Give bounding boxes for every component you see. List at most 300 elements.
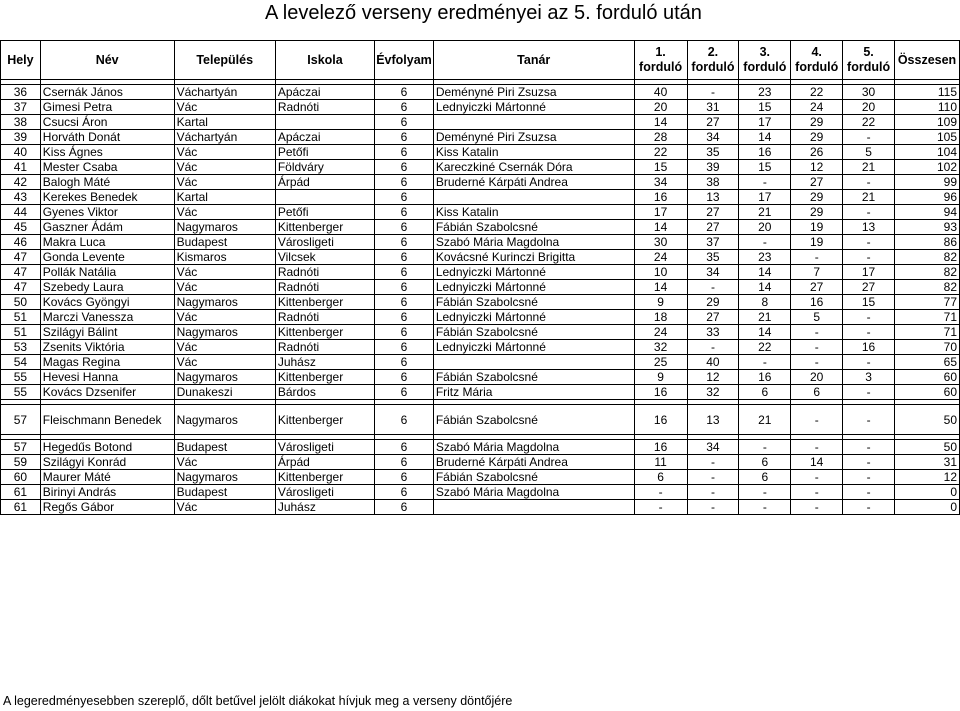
cell-round-2: 27	[687, 310, 739, 325]
cell-teacher: Lednyiczki Mártonné	[433, 340, 634, 355]
cell-town: Budapest	[174, 440, 275, 455]
cell-round-5: 30	[843, 85, 895, 100]
cell-rank: 54	[1, 355, 41, 370]
cell-grade: 6	[375, 355, 434, 370]
cell-town: Nagymaros	[174, 405, 275, 435]
cell-round-3: -	[739, 235, 791, 250]
cell-total: 77	[895, 295, 960, 310]
cell-total: 70	[895, 340, 960, 355]
cell-school: Bárdos	[275, 385, 374, 400]
cell-total: 86	[895, 235, 960, 250]
cell-round-5: 20	[843, 100, 895, 115]
cell-town: Váchartyán	[174, 85, 275, 100]
table-row	[1, 355, 960, 370]
cell-round-5: -	[843, 205, 895, 220]
cell-grade: 6	[375, 340, 434, 355]
header-round-3: 3. forduló	[739, 41, 791, 80]
cell-teacher: Lednyiczki Mártonné	[433, 280, 634, 295]
cell-town: Nagymaros	[174, 470, 275, 485]
cell-teacher	[433, 355, 634, 370]
cell-round-5: -	[843, 385, 895, 400]
cell-total: 104	[895, 145, 960, 160]
results-body	[1, 80, 960, 515]
cell-round-3: 21	[739, 205, 791, 220]
cell-name: Kovács Gyöngyi	[40, 295, 174, 310]
cell-town: Budapest	[174, 235, 275, 250]
cell-grade: 6	[375, 130, 434, 145]
cell-round-4: -	[791, 340, 843, 355]
cell-round-4: -	[791, 250, 843, 265]
cell-name: Gyenes Viktor	[40, 205, 174, 220]
cell-round-2: -	[687, 455, 739, 470]
cell-teacher: Fritz Mária	[433, 385, 634, 400]
cell-town: Vác	[174, 145, 275, 160]
table-row	[1, 280, 960, 295]
cell-round-4: 22	[791, 85, 843, 100]
cell-teacher: Fábián Szabolcsné	[433, 470, 634, 485]
table-row	[1, 100, 960, 115]
cell-total: 31	[895, 455, 960, 470]
cell-teacher	[433, 500, 634, 515]
cell-name: Szebedy Laura	[40, 280, 174, 295]
header-round-4: 4. forduló	[791, 41, 843, 80]
cell-round-5: -	[843, 130, 895, 145]
cell-round-2: 35	[687, 250, 739, 265]
table-row	[1, 235, 960, 250]
cell-round-3: 22	[739, 340, 791, 355]
cell-round-5: -	[843, 175, 895, 190]
header-total: Összesen	[895, 41, 960, 80]
cell-round-5: -	[843, 250, 895, 265]
cell-round-3: 16	[739, 145, 791, 160]
cell-name: Regős Gábor	[40, 500, 174, 515]
table-row	[1, 405, 960, 435]
cell-round-5: -	[843, 500, 895, 515]
cell-round-5: -	[843, 355, 895, 370]
cell-school: Városligeti	[275, 485, 374, 500]
cell-round-1: 9	[634, 295, 687, 310]
cell-total: 71	[895, 310, 960, 325]
cell-rank: 57	[1, 440, 41, 455]
cell-round-3: 14	[739, 130, 791, 145]
cell-grade: 6	[375, 160, 434, 175]
cell-name: Zsenits Viktória	[40, 340, 174, 355]
cell-round-1: 16	[634, 405, 687, 435]
cell-round-1: 20	[634, 100, 687, 115]
cell-school: Kittenberger	[275, 325, 374, 340]
cell-total: 0	[895, 485, 960, 500]
cell-round-4: -	[791, 500, 843, 515]
cell-school: Radnóti	[275, 100, 374, 115]
cell-round-4: 24	[791, 100, 843, 115]
cell-teacher: Kareczkiné Csernák Dóra	[433, 160, 634, 175]
cell-town: Dunakeszi	[174, 385, 275, 400]
cell-town: Váchartyán	[174, 130, 275, 145]
cell-name: Makra Luca	[40, 235, 174, 250]
cell-grade: 6	[375, 295, 434, 310]
cell-teacher: Kiss Katalin	[433, 145, 634, 160]
cell-round-2: 29	[687, 295, 739, 310]
cell-rank: 42	[1, 175, 41, 190]
cell-school: Kittenberger	[275, 220, 374, 235]
cell-grade: 6	[375, 100, 434, 115]
cell-round-1: 25	[634, 355, 687, 370]
cell-rank: 60	[1, 470, 41, 485]
cell-round-4: -	[791, 405, 843, 435]
cell-grade: 6	[375, 310, 434, 325]
cell-round-3: -	[739, 355, 791, 370]
cell-total: 105	[895, 130, 960, 145]
cell-rank: 57	[1, 405, 41, 435]
cell-round-1: 17	[634, 205, 687, 220]
cell-round-1: -	[634, 485, 687, 500]
table-row	[1, 85, 960, 100]
cell-rank: 47	[1, 280, 41, 295]
cell-round-4: 27	[791, 175, 843, 190]
cell-town: Nagymaros	[174, 220, 275, 235]
cell-round-1: 32	[634, 340, 687, 355]
cell-total: 82	[895, 280, 960, 295]
cell-total: 96	[895, 190, 960, 205]
cell-rank: 55	[1, 385, 41, 400]
cell-town: Vác	[174, 280, 275, 295]
cell-town: Vác	[174, 340, 275, 355]
cell-round-2: 13	[687, 405, 739, 435]
cell-round-2: 12	[687, 370, 739, 385]
cell-grade: 6	[375, 485, 434, 500]
cell-round-3: 21	[739, 310, 791, 325]
cell-round-3: 8	[739, 295, 791, 310]
cell-town: Vác	[174, 265, 275, 280]
cell-rank: 36	[1, 85, 41, 100]
cell-grade: 6	[375, 220, 434, 235]
cell-teacher: Lednyiczki Mártonné	[433, 265, 634, 280]
cell-round-2: 34	[687, 440, 739, 455]
cell-round-2: -	[687, 340, 739, 355]
cell-school: Földváry	[275, 160, 374, 175]
cell-round-2: 34	[687, 130, 739, 145]
cell-rank: 41	[1, 160, 41, 175]
cell-rank: 44	[1, 205, 41, 220]
cell-round-2: 33	[687, 325, 739, 340]
table-row	[1, 325, 960, 340]
cell-total: 94	[895, 205, 960, 220]
cell-round-1: 11	[634, 455, 687, 470]
cell-rank: 43	[1, 190, 41, 205]
cell-total: 93	[895, 220, 960, 235]
cell-teacher: Deményné Piri Zsuzsa	[433, 130, 634, 145]
cell-round-1: 10	[634, 265, 687, 280]
cell-round-4: 29	[791, 190, 843, 205]
cell-round-5: 13	[843, 220, 895, 235]
cell-round-2: 13	[687, 190, 739, 205]
table-row	[1, 385, 960, 400]
cell-town: Vác	[174, 175, 275, 190]
cell-teacher: Szabó Mária Magdolna	[433, 235, 634, 250]
cell-round-1: 18	[634, 310, 687, 325]
cell-town: Vác	[174, 310, 275, 325]
cell-school: Petőfi	[275, 145, 374, 160]
cell-rank: 59	[1, 455, 41, 470]
table-row	[1, 145, 960, 160]
cell-total: 0	[895, 500, 960, 515]
cell-school: Árpád	[275, 455, 374, 470]
cell-grade: 6	[375, 250, 434, 265]
cell-name: Csucsi Áron	[40, 115, 174, 130]
cell-town: Kismaros	[174, 250, 275, 265]
cell-town: Nagymaros	[174, 295, 275, 310]
cell-round-1: 14	[634, 280, 687, 295]
cell-round-2: -	[687, 500, 739, 515]
cell-round-1: 16	[634, 385, 687, 400]
cell-name: Hegedűs Botond	[40, 440, 174, 455]
header-round-1: 1. forduló	[634, 41, 687, 80]
cell-round-4: 5	[791, 310, 843, 325]
cell-round-3: 6	[739, 385, 791, 400]
cell-round-2: -	[687, 85, 739, 100]
cell-round-3: 14	[739, 325, 791, 340]
cell-teacher: Deményné Piri Zsuzsa	[433, 85, 634, 100]
cell-round-2: -	[687, 485, 739, 500]
cell-rank: 45	[1, 220, 41, 235]
cell-round-5: 21	[843, 190, 895, 205]
cell-round-5: 22	[843, 115, 895, 130]
cell-teacher: Szabó Mária Magdolna	[433, 440, 634, 455]
cell-round-2: 31	[687, 100, 739, 115]
cell-name: Kiss Ágnes	[40, 145, 174, 160]
cell-name: Horváth Donát	[40, 130, 174, 145]
header-teacher: Tanár	[433, 41, 634, 80]
cell-round-5: 16	[843, 340, 895, 355]
cell-school	[275, 115, 374, 130]
cell-total: 110	[895, 100, 960, 115]
cell-round-4: 29	[791, 205, 843, 220]
cell-round-3: 16	[739, 370, 791, 385]
cell-round-5: -	[843, 440, 895, 455]
table-row	[1, 440, 960, 455]
cell-round-2: -	[687, 280, 739, 295]
cell-town: Vác	[174, 455, 275, 470]
cell-round-5: -	[843, 485, 895, 500]
cell-grade: 6	[375, 115, 434, 130]
header-town: Település	[174, 41, 275, 80]
cell-grade: 6	[375, 370, 434, 385]
cell-total: 65	[895, 355, 960, 370]
cell-grade: 6	[375, 145, 434, 160]
cell-teacher: Kovácsné Kurinczi Brigitta	[433, 250, 634, 265]
cell-round-1: -	[634, 500, 687, 515]
cell-round-4: -	[791, 355, 843, 370]
cell-total: 50	[895, 405, 960, 435]
cell-round-4: 7	[791, 265, 843, 280]
cell-town: Nagymaros	[174, 325, 275, 340]
cell-round-1: 9	[634, 370, 687, 385]
cell-round-1: 22	[634, 145, 687, 160]
table-row	[1, 265, 960, 280]
cell-name: Gimesi Petra	[40, 100, 174, 115]
table-row	[1, 455, 960, 470]
cell-round-2: -	[687, 470, 739, 485]
cell-round-1: 24	[634, 250, 687, 265]
header-rank: Hely	[1, 41, 41, 80]
cell-total: 71	[895, 325, 960, 340]
cell-town: Vác	[174, 500, 275, 515]
cell-round-1: 24	[634, 325, 687, 340]
cell-school: Városligeti	[275, 440, 374, 455]
cell-grade: 6	[375, 455, 434, 470]
cell-round-3: 23	[739, 85, 791, 100]
table-row	[1, 175, 960, 190]
cell-round-5: 17	[843, 265, 895, 280]
cell-teacher: Fábián Szabolcsné	[433, 405, 634, 435]
cell-name: Gaszner Ádám	[40, 220, 174, 235]
cell-name: Kovács Dzsenifer	[40, 385, 174, 400]
cell-round-1: 16	[634, 190, 687, 205]
cell-round-4: 6	[791, 385, 843, 400]
cell-round-4: 14	[791, 455, 843, 470]
cell-teacher: Fábián Szabolcsné	[433, 325, 634, 340]
cell-school: Apáczai	[275, 85, 374, 100]
cell-round-3: 15	[739, 100, 791, 115]
cell-teacher: Fábián Szabolcsné	[433, 370, 634, 385]
cell-round-4: -	[791, 485, 843, 500]
cell-round-3: -	[739, 440, 791, 455]
cell-rank: 53	[1, 340, 41, 355]
cell-school: Radnóti	[275, 280, 374, 295]
header-round-2: 2. forduló	[687, 41, 739, 80]
cell-teacher: Kiss Katalin	[433, 205, 634, 220]
cell-teacher: Bruderné Kárpáti Andrea	[433, 175, 634, 190]
cell-name: Maurer Máté	[40, 470, 174, 485]
cell-town: Kartal	[174, 115, 275, 130]
cell-town: Nagymaros	[174, 370, 275, 385]
table-row	[1, 130, 960, 145]
cell-name: Marczi Vanessza	[40, 310, 174, 325]
cell-round-4: 27	[791, 280, 843, 295]
header-row	[1, 41, 960, 80]
cell-round-4: -	[791, 440, 843, 455]
cell-round-5: 15	[843, 295, 895, 310]
cell-round-3: 6	[739, 455, 791, 470]
cell-round-5: -	[843, 310, 895, 325]
cell-round-4: 19	[791, 235, 843, 250]
cell-grade: 6	[375, 405, 434, 435]
cell-teacher: Lednyiczki Mártonné	[433, 310, 634, 325]
cell-round-1: 14	[634, 115, 687, 130]
cell-grade: 6	[375, 265, 434, 280]
cell-round-2: 27	[687, 115, 739, 130]
cell-school	[275, 190, 374, 205]
cell-round-3: 15	[739, 160, 791, 175]
cell-teacher: Fábián Szabolcsné	[433, 220, 634, 235]
cell-round-2: 39	[687, 160, 739, 175]
cell-name: Szilágyi Konrád	[40, 455, 174, 470]
cell-round-2: 35	[687, 145, 739, 160]
cell-school: Kittenberger	[275, 405, 374, 435]
cell-school: Árpád	[275, 175, 374, 190]
cell-round-4: 12	[791, 160, 843, 175]
cell-town: Kartal	[174, 190, 275, 205]
cell-rank: 51	[1, 325, 41, 340]
table-row	[1, 205, 960, 220]
cell-round-3: 14	[739, 280, 791, 295]
cell-school: Kittenberger	[275, 295, 374, 310]
cell-town: Vác	[174, 205, 275, 220]
cell-grade: 6	[375, 470, 434, 485]
cell-round-2: 32	[687, 385, 739, 400]
cell-round-4: 26	[791, 145, 843, 160]
cell-round-1: 40	[634, 85, 687, 100]
cell-rank: 39	[1, 130, 41, 145]
cell-grade: 6	[375, 175, 434, 190]
cell-round-4: 29	[791, 115, 843, 130]
cell-round-5: 3	[843, 370, 895, 385]
cell-name: Birinyi András	[40, 485, 174, 500]
header-round-5: 5. forduló	[843, 41, 895, 80]
table-row	[1, 370, 960, 385]
cell-grade: 6	[375, 280, 434, 295]
cell-rank: 47	[1, 265, 41, 280]
cell-rank: 50	[1, 295, 41, 310]
cell-total: 109	[895, 115, 960, 130]
cell-town: Budapest	[174, 485, 275, 500]
cell-round-3: 17	[739, 190, 791, 205]
cell-round-2: 34	[687, 265, 739, 280]
cell-round-3: 23	[739, 250, 791, 265]
cell-round-5: 5	[843, 145, 895, 160]
cell-rank: 61	[1, 485, 41, 500]
cell-town: Vác	[174, 100, 275, 115]
cell-grade: 6	[375, 190, 434, 205]
footer-note: A legeredményesebben szereplő, dőlt betűvel jelölt diákokat hívjuk meg a verseny döntőjére	[3, 694, 513, 708]
cell-round-5: -	[843, 470, 895, 485]
cell-round-1: 30	[634, 235, 687, 250]
cell-round-3: -	[739, 175, 791, 190]
cell-rank: 55	[1, 370, 41, 385]
cell-total: 60	[895, 385, 960, 400]
cell-round-5: -	[843, 235, 895, 250]
cell-total: 82	[895, 250, 960, 265]
cell-total: 115	[895, 85, 960, 100]
cell-rank: 38	[1, 115, 41, 130]
cell-rank: 51	[1, 310, 41, 325]
cell-round-2: 27	[687, 205, 739, 220]
cell-round-5: -	[843, 455, 895, 470]
cell-rank: 46	[1, 235, 41, 250]
cell-teacher: Fábián Szabolcsné	[433, 295, 634, 310]
cell-rank: 61	[1, 500, 41, 515]
cell-teacher	[433, 115, 634, 130]
cell-total: 50	[895, 440, 960, 455]
cell-name: Csernák János	[40, 85, 174, 100]
cell-name: Mester Csaba	[40, 160, 174, 175]
table-row	[1, 340, 960, 355]
cell-school: Juhász	[275, 500, 374, 515]
cell-school: Apáczai	[275, 130, 374, 145]
cell-school: Kittenberger	[275, 370, 374, 385]
table-row	[1, 310, 960, 325]
cell-grade: 6	[375, 85, 434, 100]
cell-name: Pollák Natália	[40, 265, 174, 280]
header-name: Név	[40, 41, 174, 80]
cell-round-4: 19	[791, 220, 843, 235]
cell-round-4: 20	[791, 370, 843, 385]
cell-round-5: -	[843, 405, 895, 435]
table-row	[1, 295, 960, 310]
cell-town: Vác	[174, 355, 275, 370]
cell-round-3: 21	[739, 405, 791, 435]
header-school: Iskola	[275, 41, 374, 80]
